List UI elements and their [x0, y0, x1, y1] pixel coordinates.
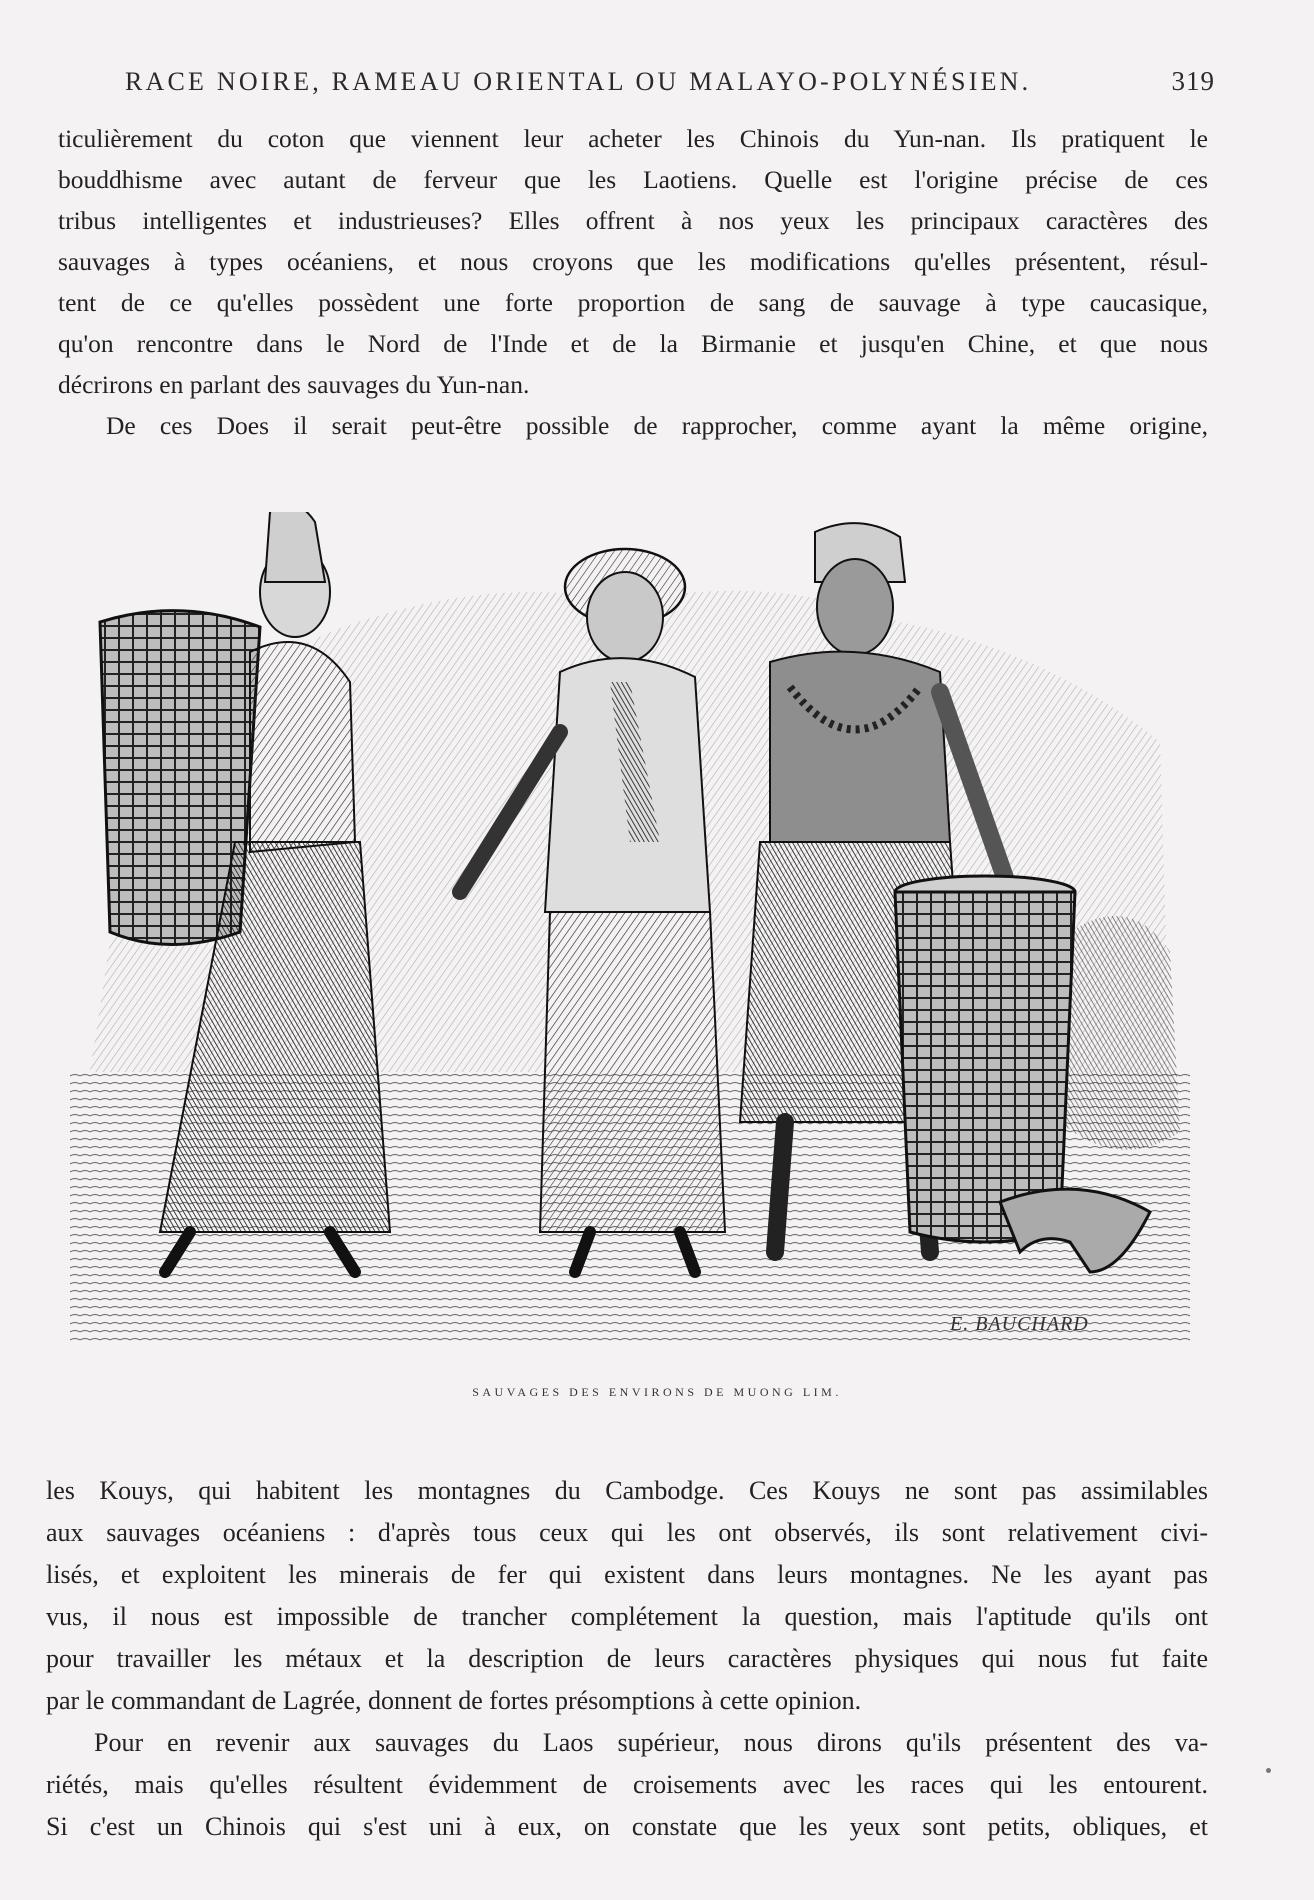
standing-basket: [895, 876, 1075, 1242]
text-line: les Kouys, qui habitent les montagnes du Cambodge. Ces Kouys ne sont pas assimilables: [46, 1476, 1208, 1505]
text-line: bouddhisme avec autant de ferveur que les Laotiens. Quelle est l'origine précise de ces: [58, 165, 1208, 194]
text-line: aux sauvages océaniens : d'après tous ceux qui les ont observés, ils sont relativement civi-: [46, 1518, 1208, 1547]
text-line: pour travailler les métaux et la description de leurs caractères physiques qui nous fut faite: [46, 1644, 1208, 1673]
text-line: décrirons en parlant des sauvages du Yun-nan.: [58, 370, 530, 399]
figure-caption: SAUVAGES DES ENVIRONS DE MUONG LIM.: [472, 1385, 842, 1399]
text-line: tribus intelligentes et industrieuses? Elles offrent à nos yeux les principaux caractères des: [58, 206, 1208, 235]
text-line: qu'on rencontre dans le Nord de l'Inde et de la Birmanie et jusqu'en Chine, et que nous: [58, 329, 1208, 358]
paragraph-top: [58, 118, 1208, 446]
text-line: tent de ce qu'elles possèdent une forte proportion de sang de sauvage à type caucasique,: [58, 288, 1208, 317]
text-line: riétés, mais qu'elles résultent évidemment de croisements avec les races qui les entourent.: [46, 1770, 1208, 1799]
engraver-signature: E. BAUCHARD: [950, 1313, 1089, 1335]
text-line: lisés, et exploitent les minerais de fer qui existent dans leurs montagnes. Ne les ayant pas: [46, 1560, 1208, 1589]
right-shrubs: [1060, 916, 1180, 1150]
text-line: vus, il nous est impossible de trancher complétement la question, mais l'aptitude qu'ils ont: [46, 1602, 1208, 1631]
paragraph-bottom: [46, 1470, 1208, 1848]
text-line: Pour en revenir aux sauvages du Laos supérieur, nous dirons qu'ils présentent des va-: [94, 1728, 1208, 1757]
running-head: [125, 66, 1215, 97]
text-line: sauvages à types océaniens, et nous croyons que les modifications qu'elles présentent, résul-: [58, 247, 1208, 276]
text-line: ticulièrement du coton que viennent leur acheter les Chinois du Yun-nan. Ils pratiquent le: [58, 124, 1208, 153]
text-line: De ces Does il serait peut-être possible de rapprocher, comme ayant la même origine,: [106, 411, 1208, 440]
printing-speck: [1266, 1768, 1271, 1773]
engraving-illustration: [70, 512, 1190, 1342]
running-head-title: RACE NOIRE, RAMEAU ORIENTAL OU MALAYO-POLYNÉSIEN.: [125, 67, 1032, 96]
page-number: 319: [1171, 66, 1215, 96]
text-line: Si c'est un Chinois qui s'est uni à eux, on constate que les yeux sont petits, obliques, et: [46, 1812, 1208, 1841]
text-line: par le commandant de Lagrée, donnent de fortes présomptions à cette opinion.: [46, 1686, 862, 1715]
